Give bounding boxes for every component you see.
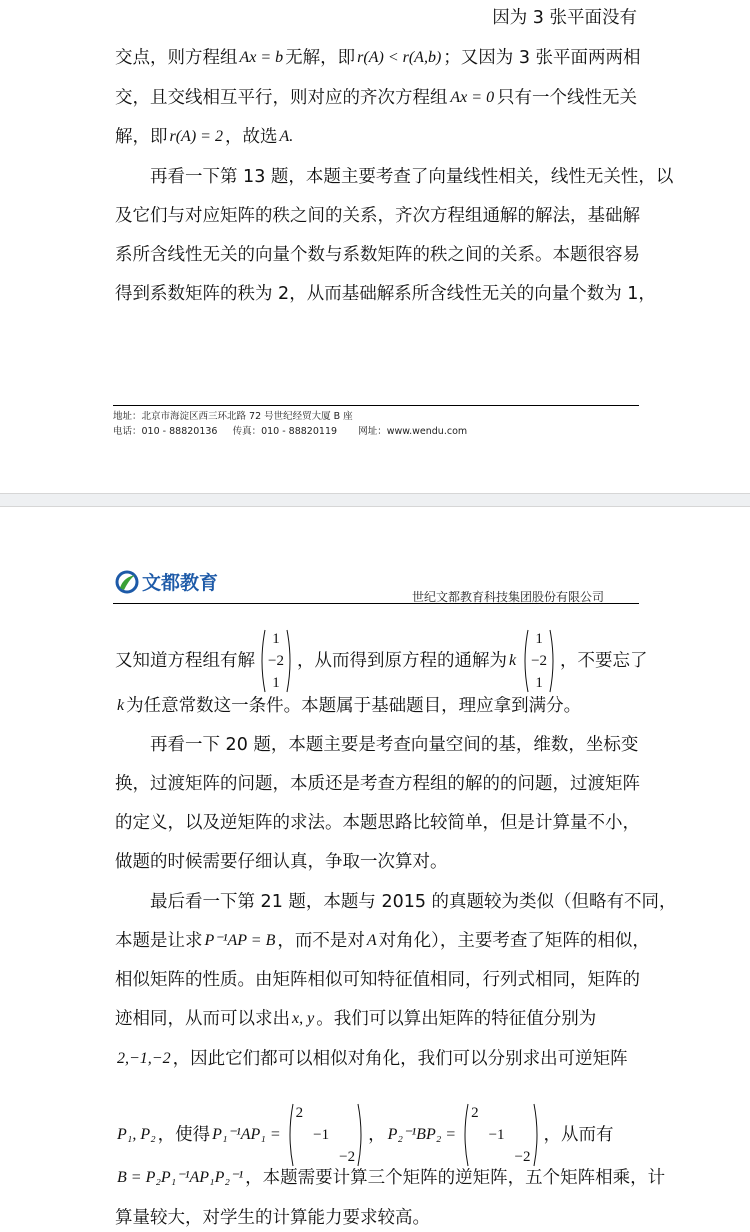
text-run: 本题是让求 bbox=[115, 931, 203, 951]
text-line bbox=[115, 968, 640, 992]
matrix-entry: 1 bbox=[272, 631, 280, 647]
math-expression: k bbox=[508, 652, 517, 669]
text-run: ，故选 bbox=[224, 127, 278, 147]
matrix-entry bbox=[515, 1125, 531, 1145]
right-paren-icon bbox=[549, 629, 557, 693]
text-run: 。我们可以算出矩阵的特征值分别为 bbox=[316, 1009, 597, 1029]
matrix-entry: −1 bbox=[488, 1127, 505, 1143]
matrix-entry bbox=[471, 1125, 479, 1145]
matrix-entry: 1 bbox=[535, 675, 543, 691]
matrix-entry: −1 bbox=[313, 1127, 330, 1143]
matrix bbox=[258, 629, 294, 693]
text-line bbox=[115, 772, 640, 796]
text-run: ，而不是对 bbox=[277, 931, 365, 951]
matrix-entry: 1 bbox=[535, 631, 543, 647]
text-run: 相似矩阵的性质。由矩阵相似可知特征值相同，行列式相同，矩阵的 bbox=[115, 970, 640, 990]
math-expression: k bbox=[117, 697, 125, 714]
text-line bbox=[115, 694, 637, 718]
math-expression: Ax = 0 bbox=[450, 89, 495, 106]
matrix-entry bbox=[471, 1147, 479, 1167]
text-run: ，本题需要计算三个矩阵的逆矩阵，五个矩阵相乘，计 bbox=[245, 1168, 666, 1188]
math-expression: P₁⁻¹AP₁ = bbox=[212, 1126, 281, 1143]
wendu-logo bbox=[115, 568, 218, 595]
matrix-entry: 1 bbox=[272, 675, 280, 691]
header-divider bbox=[113, 603, 639, 604]
text-run: 算量较大，对学生的计算能力要求较高。 bbox=[115, 1208, 430, 1228]
text-run: ，不要忘了 bbox=[560, 651, 648, 671]
text-run: 交点，则方程组 bbox=[115, 48, 238, 68]
matrix-entry bbox=[339, 1103, 355, 1123]
math-expression: x, y bbox=[292, 1010, 315, 1027]
text-run: ，因此它们都可以相似对角化，我们可以分别求出可逆矩阵 bbox=[172, 1049, 628, 1069]
text-run: 得到系数矩阵的秩为 2，从而基础解系所含线性无关的向量个数为 1， bbox=[115, 284, 656, 304]
matrix-entry: 2 bbox=[295, 1105, 304, 1121]
text-line bbox=[115, 204, 640, 228]
text-line bbox=[115, 6, 637, 30]
text-line bbox=[150, 165, 674, 189]
matrix-entry: −2 bbox=[268, 653, 284, 669]
right-paren-icon bbox=[533, 1103, 541, 1167]
matrix bbox=[461, 1103, 540, 1167]
text-run: 再看一下第 13 题，本题主要考查了向量线性相关，线性无关性，以 bbox=[150, 167, 674, 187]
math-expression: A. bbox=[279, 128, 294, 145]
math-expression: P₁, P₂ bbox=[117, 1126, 156, 1143]
text-run: 最后看一下第 21 题，本题与 2015 的真题较为类似（但略有不同， bbox=[150, 892, 677, 912]
text-run: 为任意常数这一条件。本题属于基础题目，理应拿到满分。 bbox=[126, 696, 582, 716]
footer-address: 地址：北京市海淀区西三环北路 72 号世纪经贸大厦 B 座 bbox=[113, 411, 353, 422]
text-run: 再看一下 20 题，本题主要是考查向量空间的基，维数，坐标变 bbox=[150, 735, 639, 755]
text-line bbox=[150, 733, 637, 757]
text-line bbox=[115, 1103, 637, 1167]
matrix-entry bbox=[515, 1103, 531, 1123]
text-run: ， bbox=[368, 1125, 386, 1145]
text-run: 解，即 bbox=[115, 127, 168, 147]
text-line bbox=[115, 46, 641, 70]
text-run: 换，过渡矩阵的问题，本质还是考查方程组的解的的问题，过渡矩阵 bbox=[115, 774, 640, 794]
text-run: 做题的时候需要仔细认真，争取一次算对。 bbox=[115, 852, 448, 872]
text-line bbox=[115, 629, 648, 693]
text-line bbox=[115, 86, 637, 110]
text-line bbox=[115, 282, 656, 306]
text-run: 因为 3 张平面没有 bbox=[492, 8, 637, 28]
matrix-entry bbox=[313, 1147, 329, 1167]
math-expression: Ax = b bbox=[239, 49, 284, 66]
footer-phone: 电话：010 - 88820136 bbox=[113, 426, 218, 437]
footer-fax: 传真：010 - 88820119 bbox=[232, 426, 338, 437]
text-line bbox=[115, 1166, 666, 1190]
text-line bbox=[115, 850, 637, 874]
left-paren-icon bbox=[521, 629, 529, 693]
text-line bbox=[115, 1047, 637, 1071]
left-paren-icon bbox=[286, 1103, 294, 1167]
math-expression: B = P₂P₁⁻¹AP₁P₂⁻¹ bbox=[117, 1169, 244, 1186]
text-run: 交，且交线相互平行，则对应的齐次方程组 bbox=[115, 88, 448, 108]
text-line bbox=[115, 243, 640, 267]
text-line bbox=[150, 890, 677, 914]
math-expression: P₂⁻¹BP₂ = bbox=[387, 1126, 457, 1143]
matrix bbox=[286, 1103, 365, 1167]
matrix-entry: −2 bbox=[531, 653, 548, 669]
matrix-entry: −2 bbox=[514, 1149, 531, 1165]
matrix-entry: 2 bbox=[471, 1105, 479, 1121]
text-run: ，从而得到原方程的通解为 bbox=[296, 651, 507, 671]
text-run: 又知道方程组有解 bbox=[115, 651, 255, 671]
text-line bbox=[115, 1007, 637, 1031]
matrix-entry bbox=[489, 1103, 505, 1123]
math-expression: r(A) = 2 bbox=[169, 128, 223, 145]
right-paren-icon bbox=[286, 629, 294, 693]
footer-website: 网址：www.wendu.com bbox=[358, 426, 468, 437]
footer-contact bbox=[113, 423, 467, 437]
logo-text: 文都教育 bbox=[142, 572, 219, 594]
page-separator bbox=[0, 493, 750, 507]
left-paren-icon bbox=[461, 1103, 469, 1167]
matrix-entry bbox=[296, 1125, 304, 1145]
text-line bbox=[115, 1206, 637, 1230]
text-run: ；又因为 3 张平面两两相 bbox=[443, 48, 641, 68]
text-run: 及它们与对应矩阵的秩之间的关系，齐次方程组通解的解法，基础解 bbox=[115, 206, 640, 226]
matrix bbox=[521, 629, 557, 693]
matrix-entry bbox=[489, 1147, 505, 1167]
footer-divider bbox=[113, 405, 639, 406]
matrix-entry bbox=[296, 1147, 304, 1167]
text-line bbox=[115, 811, 640, 835]
text-run: 的定义，以及逆矩阵的求法。本题思路比较简单，但是计算量不小， bbox=[115, 813, 640, 833]
text-line bbox=[115, 125, 637, 149]
matrix-entry bbox=[313, 1103, 329, 1123]
left-paren-icon bbox=[258, 629, 266, 693]
text-line bbox=[115, 929, 650, 953]
math-expression: 2,−1,−2 bbox=[117, 1050, 171, 1067]
matrix-entry bbox=[339, 1125, 355, 1145]
text-run: 只有一个线性无关 bbox=[496, 88, 637, 108]
text-run: ，使得 bbox=[157, 1125, 211, 1145]
text-run: ，从而有 bbox=[543, 1125, 614, 1145]
matrix-entry: −2 bbox=[339, 1149, 356, 1165]
leaf-logo-icon bbox=[115, 570, 139, 594]
right-paren-icon bbox=[357, 1103, 365, 1167]
company-name: 世纪文都教育科技集团股份有限公司 bbox=[412, 590, 605, 604]
text-run: 迹相同，从而可以求出 bbox=[115, 1009, 290, 1029]
text-run: 对角化），主要考查了矩阵的相似， bbox=[378, 931, 650, 951]
text-run: 系所含线性无关的向量个数与系数矩阵的秩之间的关系。本题很容易 bbox=[115, 245, 640, 265]
math-expression: A bbox=[366, 932, 377, 949]
text-run: 无解，即 bbox=[285, 48, 356, 68]
math-expression: r(A) < r(A,b) bbox=[357, 49, 442, 66]
math-expression: P⁻¹AP = B bbox=[204, 932, 276, 949]
